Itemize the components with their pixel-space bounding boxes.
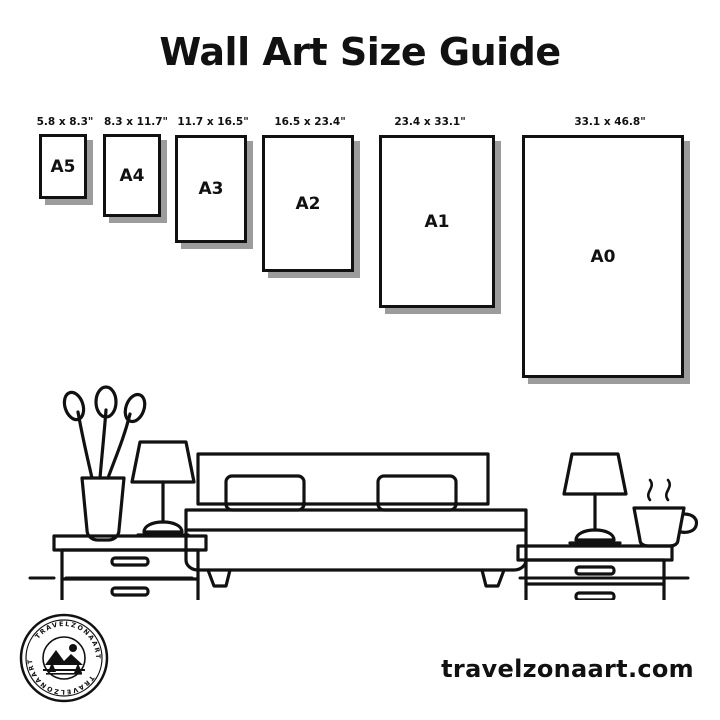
- frame-label-a3: A3: [198, 179, 224, 199]
- size-dim-a2: 16.5 x 23.4": [274, 116, 346, 128]
- frame-label-a2: A2: [295, 193, 321, 214]
- frame-label-a4: A4: [119, 165, 145, 186]
- size-dim-a3: 11.7 x 16.5": [177, 116, 249, 128]
- bed-with-headboard: [186, 454, 526, 586]
- size-dim-a1: 23.4 x 33.1": [394, 116, 466, 128]
- frame-a2[interactable]: [262, 135, 354, 272]
- logo-emblem-icon: [43, 637, 85, 679]
- logo-text-top: TRAVELZONAART: [33, 619, 103, 661]
- frame-label-a5: A5: [50, 156, 76, 177]
- bedroom-scene: [20, 380, 700, 600]
- page-title: Wall Art Size Guide: [159, 30, 561, 74]
- right-table-lamp: [564, 454, 626, 543]
- left-nightstand: [54, 536, 206, 600]
- coffee-cup: [634, 480, 697, 546]
- size-chart: [0, 100, 720, 400]
- frame-label-a0: A0: [590, 246, 616, 267]
- frame-a0[interactable]: [522, 135, 684, 378]
- size-dim-a0: 33.1 x 46.8": [574, 116, 646, 128]
- frame-a5[interactable]: [39, 134, 87, 199]
- website-url[interactable]: travelzonaart.com: [441, 655, 694, 683]
- logo-text-bottom: TRAVELZONAART: [25, 657, 96, 697]
- size-dim-a5: 5.8 x 8.3": [36, 116, 94, 128]
- brand-logo: [18, 612, 110, 704]
- frame-label-a1: A1: [424, 211, 450, 232]
- frame-a3[interactable]: [175, 135, 247, 243]
- frame-a1[interactable]: [379, 135, 495, 308]
- frame-a4[interactable]: [103, 134, 161, 217]
- right-nightstand: [518, 546, 672, 600]
- size-dim-a4: 8.3 x 11.7": [103, 116, 169, 128]
